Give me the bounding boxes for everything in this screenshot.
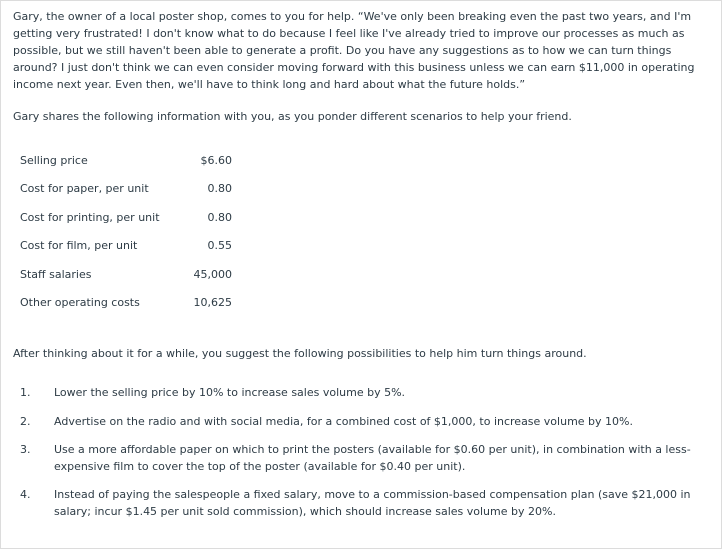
intro-paragraph: Gary, the owner of a local poster shop, comes to you for help. “We've only been breaking even the past two years, and I'm getting very frustrated! I don't know what to do because I feel like I've already tried to improve our processes as much as possible, but we still haven't been able to generate a profit. Do you have any suggestions as to how we can turn things around? I just don't think we can even consider moving forward with this business unless we can earn $11,000 in operating income next year. Even then, we'll have to think long and hard about what the future holds.” <box>13 10 695 91</box>
list-number: 1. <box>20 386 31 399</box>
row-label: Cost for paper, per unit <box>20 182 149 196</box>
row-value: 45,000 <box>193 267 232 281</box>
list-text: Lower the selling price by 10% to increase sales volume by 5%. <box>54 386 406 399</box>
table-row <box>13 146 232 175</box>
table-row <box>13 289 232 318</box>
list-text: Use a more affordable paper on which to print the posters (available for $0.60 per unit), in combination with a less-expensive film to cover the top of the poster (available for $0.40 per unit). <box>54 443 691 473</box>
row-label: Other operating costs <box>20 296 140 310</box>
cost-table <box>13 146 232 317</box>
row-label: Cost for film, per unit <box>20 239 138 253</box>
table-row <box>13 260 232 289</box>
row-value: 0.80 <box>207 182 232 196</box>
list-number: 2. <box>20 415 31 428</box>
table-row <box>13 203 232 232</box>
list-number: 4. <box>20 488 31 501</box>
table-row <box>13 175 232 204</box>
row-label: Cost for printing, per unit <box>20 210 160 224</box>
row-value: 10,625 <box>193 296 232 310</box>
table-row <box>13 232 232 261</box>
list-text: Advertise on the radio and with social media, for a combined cost of $1,000, to increase volume by 10%. <box>54 415 633 428</box>
row-value: $6.60 <box>200 153 232 167</box>
list-text: Instead of paying the salespeople a fixed salary, move to a commission-based compensation plan (save $21,000 in salary; incur $1.45 per unit sold commission), which should increase sales volume by 20%. <box>54 488 691 518</box>
list-number: 3. <box>20 443 31 456</box>
lead-paragraph: Gary shares the following information with you, as you ponder different scenarios to help your friend. <box>13 110 572 123</box>
row-label: Selling price <box>20 153 88 167</box>
row-value: 0.80 <box>207 210 232 224</box>
row-label: Staff salaries <box>20 267 92 281</box>
suggestions-intro: After thinking about it for a while, you suggest the following possibilities to help him turn things around. <box>13 347 587 360</box>
row-value: 0.55 <box>207 239 232 253</box>
